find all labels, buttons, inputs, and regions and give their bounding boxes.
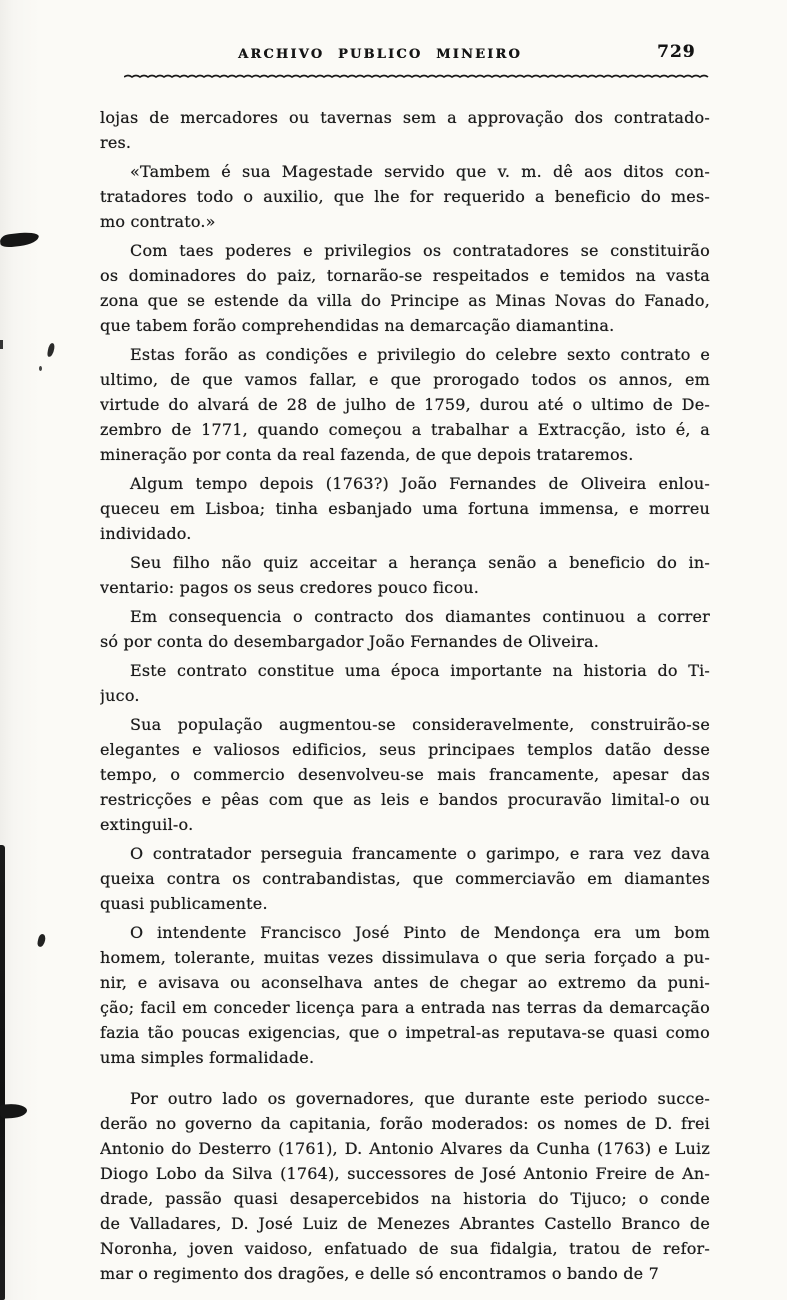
text-line: tratadores todo o auxilio, que lhe for requerido a beneficio do mes-: [100, 187, 710, 206]
paragraph: [100, 604, 710, 654]
text-line: Antonio do Desterro (1761), D. Antonio Alvares da Cunha (1763) e Luiz: [100, 1139, 710, 1158]
text-line: O contratador perseguia francamente o garimpo, e rara vez dava: [130, 844, 710, 863]
ink-speck: [47, 343, 55, 358]
paragraph: [100, 841, 710, 916]
text-line: Este contrato constitue uma época importante na historia do Ti-: [130, 661, 710, 680]
binding-mark: [0, 1103, 27, 1118]
text-line: só por conta do desembargador João Fernandes de Oliveira.: [100, 632, 600, 651]
text-line: ventario: pagos os seus credores pouco ficou.: [100, 578, 480, 597]
text-line: homem, tolerante, muitas vezes dissimulava o que seria forçado a pu-: [100, 948, 710, 967]
text-line: mar o regimento dos dragões, e delle só encontramos o bando de 7: [100, 1264, 659, 1283]
text-line: zona que se estende da villa do Principe as Minas Novas do Fanado,: [100, 291, 710, 310]
text-line: queceu em Lisboa; tinha esbanjado uma fortuna immensa, e morreu: [100, 499, 710, 518]
text-line: mineração por conta da real fazenda, de que depois trataremos.: [100, 445, 634, 464]
paragraph: [100, 920, 710, 1070]
paragraph: [100, 342, 710, 467]
text-line: lojas de mercadores ou tavernas sem a approvação dos contratado-: [100, 108, 710, 127]
paragraph: [100, 658, 710, 708]
text-line: Estas forão as condições e privilegio do celebre sexto contrato e: [130, 345, 710, 364]
text-line: queixa contra os contrabandistas, que commerciavão em diamantes: [100, 869, 710, 888]
paragraph: [100, 550, 710, 600]
text-line: tempo, o commercio desenvolveu-se mais francamente, apesar das: [100, 765, 710, 784]
text-line: juco.: [100, 686, 140, 705]
page-number: 729: [657, 42, 696, 62]
paragraph: [100, 712, 710, 837]
text-line: mo contrato.»: [100, 212, 216, 231]
text-line: elegantes e valiosos edificios, seus principaes templos datão desse: [100, 740, 710, 759]
ink-blot: [0, 231, 40, 249]
text-line: Diogo Lobo da Silva (1764), successores de José Antonio Freire de An-: [100, 1164, 710, 1183]
text-line: uma simples formalidade.: [100, 1048, 315, 1067]
text-line: Em consequencia o contracto dos diamantes continuou a correr: [130, 607, 710, 626]
text-line: individado.: [100, 524, 192, 543]
text-line: quasi publicamente.: [100, 894, 268, 913]
text-line: extinguil-o.: [100, 815, 194, 834]
paragraph: [100, 105, 710, 155]
text-line: virtude do alvará de 28 de julho de 1759, durou até o ultimo de De-: [100, 395, 710, 414]
text-line: nir, e avisava ou aconselhava antes de chegar ao extremo da puni-: [100, 973, 710, 992]
text-line: derão no governo da capitania, forão moderados: os nomes de D. frei: [100, 1114, 710, 1133]
text-line: O intendente Francisco José Pinto de Mendonça era um bom: [130, 923, 710, 942]
text-line: Seu filho não quiz acceitar a herança senão a beneficio do in-: [130, 553, 710, 572]
ink-speck: [37, 933, 47, 947]
text-line: Por outro lado os governadores, que durante este periodo succe-: [130, 1089, 710, 1108]
text-line: de Valladares, D. José Luiz de Menezes Abrantes Castello Branco de: [100, 1214, 710, 1233]
text-line: Com taes poderes e privilegios os contratadores se constituirão: [130, 241, 710, 260]
text-line: drade, passão quasi desapercebidos na historia do Tijuco; o conde: [100, 1189, 710, 1208]
text-line: zembro de 1771, quando começou a trabalhar a Extracção, isto é, a: [100, 420, 710, 439]
text-line: restricções e pêas com que as leis e bandos procuravão limital-o ou: [100, 790, 710, 809]
paragraph: [100, 1086, 710, 1286]
text-line: fazia tão poucas exigencias, que o impetral-as reputava-se quasi como: [100, 1023, 710, 1042]
text-line: os dominadores do paiz, tornarão-se respeitados e temidos na vasta: [100, 266, 710, 285]
page-body: [100, 105, 710, 1286]
text-line: Sua população augmentou-se consideravelmente, construirão-se: [130, 715, 710, 734]
binding-mark: [0, 340, 3, 349]
running-title: ARCHIVO PUBLICO MINEIRO: [238, 47, 522, 62]
text-line: Noronha, joven vaidoso, enfatuado de sua fidalgia, tratou de refor-: [100, 1239, 710, 1258]
ink-speck: [39, 366, 42, 371]
text-line: Algum tempo depois (1763?) João Fernandes de Oliveira enlou-: [130, 474, 710, 493]
text-line: ultimo, de que vamos fallar, e que prorogado todos os annos, em: [100, 370, 710, 389]
binding-shadow-line: [0, 845, 5, 1300]
text-line: que tabem forão comprehendidas na demarcação diamantina.: [100, 316, 615, 335]
text-line: «Tambem é sua Magestade servido que v. m. dê aos ditos con-: [130, 162, 710, 181]
text-line: res.: [100, 133, 132, 152]
text-line: ção; facil em conceder licença para a entrada nas terras da demarcação: [100, 998, 710, 1017]
paragraph: [100, 471, 710, 546]
paragraph: [100, 238, 710, 338]
paragraph: [100, 159, 710, 234]
header-rule: [124, 72, 710, 80]
